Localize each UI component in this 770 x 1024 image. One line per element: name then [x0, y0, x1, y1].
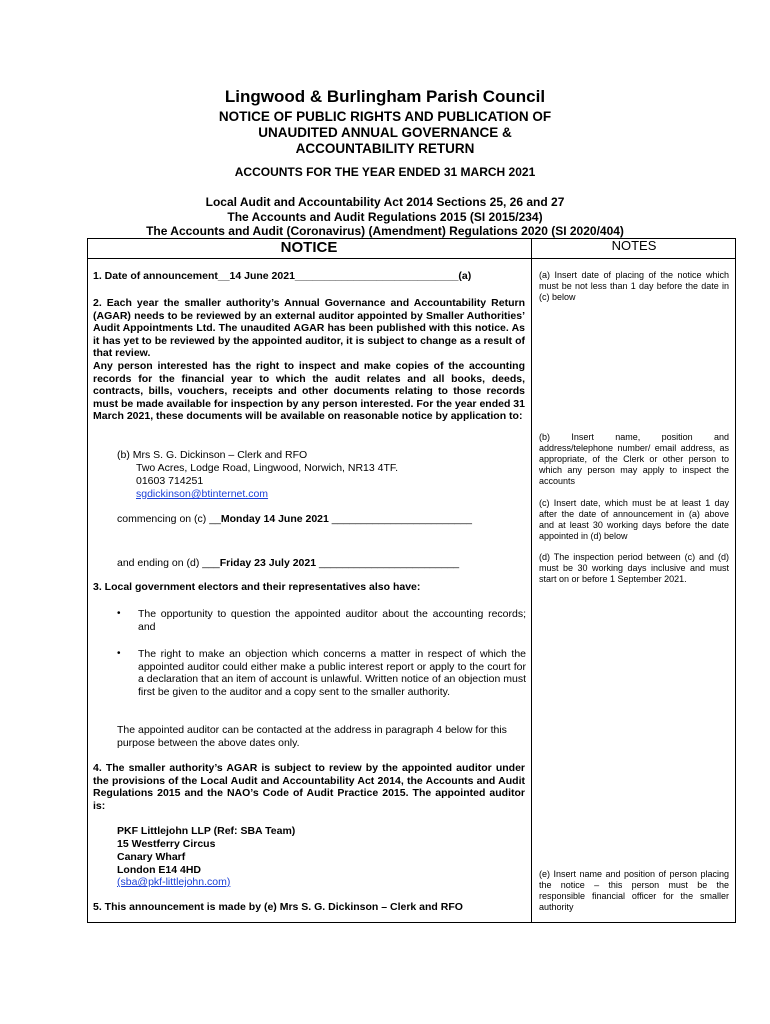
bullet-item-2: The right to make an objection which concerns a matter in respect of which the appointed auditor could either make a public interest report or apply to the court for a declaration that an item of account is unlawful. Written notice of an objection must first be given to the auditor and a copy sent to the smaller authority.	[138, 648, 526, 698]
auditor-contact-note: The appointed auditor can be contacted at the address in paragraph 4 below for this purpose between the above dates only.	[117, 724, 507, 749]
legislation-line-2: The Accounts and Audit Regulations 2015 (SI 2015/234)	[227, 210, 543, 224]
paragraph-5: 5. This announcement is made by (e) Mrs S. G. Dickinson – Clerk and RFO	[93, 901, 463, 913]
paragraph-3: 3. Local government electors and their representatives also have:	[93, 581, 421, 593]
ending-prefix: and ending on (d) ___	[117, 557, 220, 569]
note-c: (c) Insert date, which must be at least 1 day after the date of announcement in (a) above and at least 30 working days before the date appointed in (d) below	[539, 498, 729, 541]
note-d: (d) The inspection period between (c) and (d) must be 30 working days inclusive and must start on or before 1 September 2021.	[539, 552, 729, 584]
commencing-suffix: ________________________	[328, 513, 472, 525]
auditor-area: Canary Wharf	[117, 851, 186, 863]
notes-heading: NOTES	[611, 238, 657, 253]
legislation-line-1: Local Audit and Accountability Act 2014 Sections 25, 26 and 27	[205, 195, 565, 209]
paragraph-2-inspection: Any person interested has the right to inspect and make copies of the accounting records for the financial year to which the audit relates and all books, deeds, contracts, bills, vouchers, receipts and other documents relating to those records must be made available for inspection by any person interested. For the year ended 31 March 2021, these documents will be available on reasonable notice by application to:	[93, 360, 525, 422]
ending-suffix: ________________________	[316, 557, 460, 569]
auditor-street: 15 Westferry Circus	[117, 838, 216, 850]
notice-subtitle: NOTICE OF PUBLIC RIGHTS AND PUBLICATION OF UNAUDITED ANNUAL GOVERNANCE & ACCOUNTABILITY RETURN	[218, 109, 552, 156]
council-title: Lingwood & Burlingham Parish Council	[224, 87, 546, 106]
notice-header-divider	[87, 258, 736, 259]
contact-email-link[interactable]: sgdickinson@btinternet.com	[136, 488, 269, 500]
commencing-line	[117, 513, 517, 526]
auditor-postcode: London E14 4HD	[117, 864, 202, 876]
bullet-dot-2: •	[117, 648, 121, 659]
contact-phone: 01603 714251	[136, 475, 204, 487]
note-b: (b) Insert name, position and address/telephone number/ email address, as appropriate, of the Clerk or other person to which any person may apply to inspect the accounts	[539, 432, 729, 486]
paragraph-1-date: 1. Date of announcement__14 June 2021____________________________(a)	[93, 270, 472, 282]
notice-heading: NOTICE	[280, 239, 338, 256]
legislation-line-3: The Accounts and Audit (Coronavirus) (Amendment) Regulations 2020 (SI 2020/404)	[146, 224, 624, 238]
auditor-email-link[interactable]: (sba@pkf-littlejohn.com)	[117, 876, 231, 888]
auditor-name: PKF Littlejohn LLP (Ref: SBA Team)	[117, 825, 296, 837]
note-a: (a) Insert date of placing of the notice which must be not less than 1 day before the date in (c) below	[539, 270, 729, 302]
paragraph-2: 2. Each year the smaller authority’s Annual Governance and Accountability Return (AGAR) needs to be reviewed by an external auditor appointed by Smaller Authorities’ Audit Appointments Ltd. The unaudited AGAR has been published with this notice. As it has yet to be reviewed by the appointed auditor, it is subject to change as a result of that review.	[93, 297, 525, 359]
ending-line	[117, 557, 517, 570]
ending-date: Friday 23 July 2021	[219, 557, 317, 569]
auditor-email-row	[117, 876, 517, 889]
commencing-prefix: commencing on (c) __	[117, 513, 221, 525]
contact-email-row	[136, 488, 536, 501]
bullet-dot-1: •	[117, 608, 121, 619]
note-e: (e) Insert name and position of person placing the notice – this person must be the responsible financial officer for the smaller authority	[539, 869, 729, 912]
contact-name: (b) Mrs S. G. Dickinson – Clerk and RFO	[117, 449, 308, 461]
accounts-year-line: ACCOUNTS FOR THE YEAR ENDED 31 MARCH 2021	[234, 165, 536, 179]
column-divider	[531, 238, 532, 923]
bullet-item-1: The opportunity to question the appointed auditor about the accounting records; and	[138, 608, 526, 633]
paragraph-4: 4. The smaller authority’s AGAR is subject to review by the appointed auditor under the provisions of the Local Audit and Accountability Act 2014, the Accounts and Audit Regulations 2015 and the NAO’s Code of Audit Practice 2015. The appointed auditor is:	[93, 762, 525, 812]
commencing-date: Monday 14 June 2021	[220, 513, 329, 525]
contact-address: Two Acres, Lodge Road, Lingwood, Norwich, NR13 4TF.	[136, 462, 399, 474]
